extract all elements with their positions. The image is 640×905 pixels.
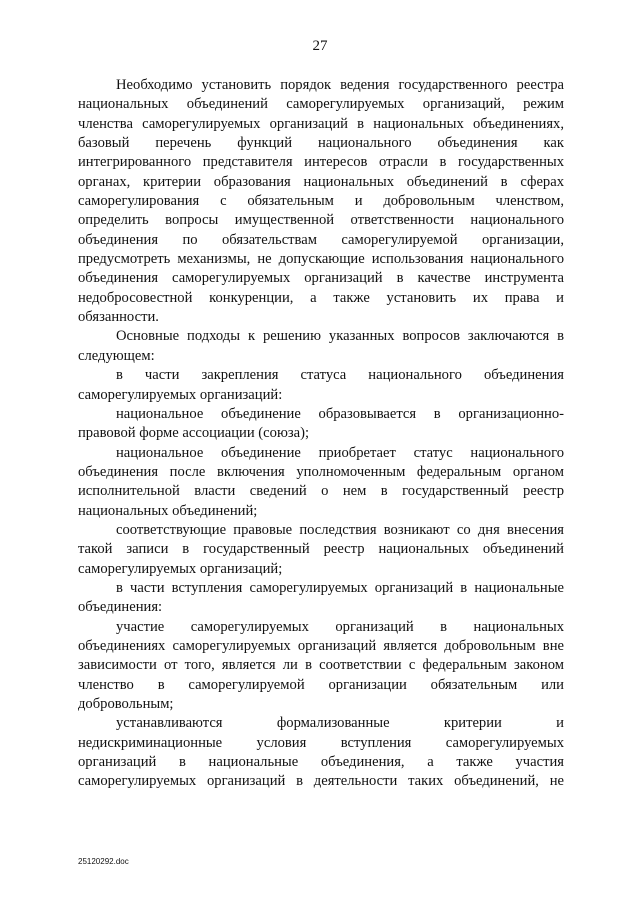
- text-line: органах, критерии образования национальных объединений в сферах: [78, 173, 564, 190]
- text-line: национальных объединений саморегулируемых организаций, режим: [78, 96, 564, 113]
- text-line: членство в саморегулируемой организации обязательным или: [78, 676, 564, 693]
- text-line: объединения по обязательствам саморегулируемой организации,: [78, 231, 564, 248]
- text-line: предусмотреть механизмы, не допускающие использования национального: [78, 251, 564, 268]
- file-footer-code: 25120292.doc: [78, 857, 129, 866]
- text-line: в части закрепления статуса национального объединения: [116, 367, 564, 384]
- text-line: Необходимо установить порядок ведения государственного реестра: [116, 77, 564, 93]
- text-line: саморегулируемых организаций:: [78, 386, 283, 403]
- text-line: объединения после включения уполномоченным федеральным органом: [78, 463, 564, 480]
- text-line: участие саморегулируемых организаций в национальных: [116, 618, 564, 635]
- text-line: обязанности.: [78, 309, 159, 326]
- text-line: организаций в национальные объединения, а также участия: [78, 754, 564, 771]
- text-line: следующем:: [78, 347, 155, 364]
- document-body: [78, 76, 564, 792]
- text-line: базовый перечень функций национального объединения как: [78, 135, 564, 152]
- text-line: саморегулирования с обязательным и добровольным членством,: [78, 193, 564, 210]
- text-line: интегрированного представителя интересов отрасли в государственных: [78, 154, 564, 171]
- text-line: саморегулируемых организаций в деятельности таких объединений, не: [78, 773, 564, 790]
- text-line: недискриминационные условия вступления саморегулируемых: [78, 734, 564, 751]
- text-line: в части вступления саморегулируемых организаций в национальные: [116, 579, 564, 596]
- text-line: определить вопросы имущественной ответственности национального: [78, 212, 564, 229]
- text-line: членства саморегулируемых организаций в национальных объединениях,: [78, 115, 564, 132]
- text-line: зависимости от того, является ли в соответствии с федеральным законом: [78, 657, 564, 674]
- text-line: национальное объединение образовывается в организационно-: [116, 405, 564, 422]
- text-line: исполнительной власти сведений о нем в государственный реестр: [78, 483, 564, 500]
- text-line: правовой форме ассоциации (союза);: [78, 425, 310, 442]
- text-line: недобросовестной конкуренции, а также установить их права и: [78, 289, 564, 306]
- text-line: Основные подходы к решению указанных вопросов заключаются в: [116, 328, 564, 345]
- text-line: объединениях саморегулируемых организаций является добровольным вне: [78, 637, 564, 654]
- text-line: соответствующие правовые последствия возникают со дня внесения: [116, 521, 564, 538]
- text-line: объединения саморегулируемых организаций в качестве инструмента: [78, 270, 564, 287]
- page-number: 27: [312, 38, 328, 54]
- text-line: национальное объединение приобретает статус национального: [116, 444, 564, 461]
- text-line: устанавливаются формализованные критерии и: [116, 715, 564, 732]
- text-line: национальных объединений;: [78, 502, 258, 519]
- text-line: добровольным;: [78, 696, 174, 712]
- text-line: саморегулируемых организаций;: [78, 560, 283, 577]
- text-line: объединения:: [78, 599, 163, 616]
- text-line: такой записи в государственный реестр национальных объединений: [78, 541, 564, 558]
